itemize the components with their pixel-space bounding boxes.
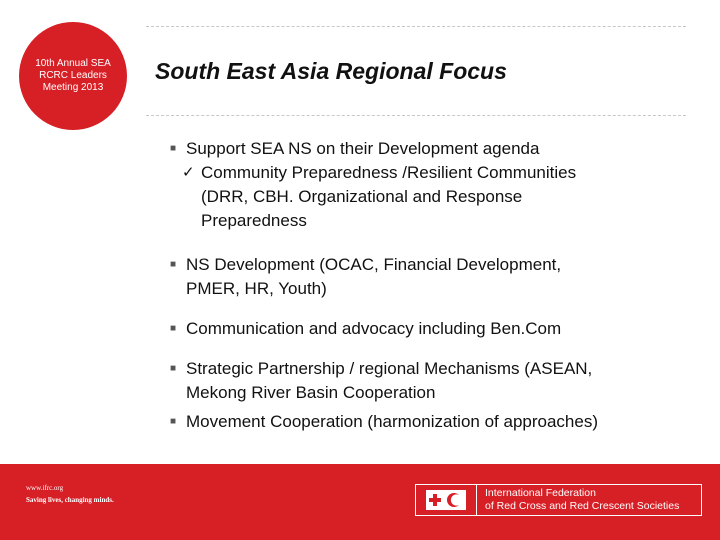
bullet-text: Communication and advocacy including Ben.Com — [186, 319, 562, 338]
sub-bullet-item — [168, 161, 698, 233]
bullet-item — [168, 317, 698, 341]
bullet-text: Support SEA NS on their Development agenda — [186, 139, 540, 158]
bullet-item — [168, 357, 698, 405]
square-bullet-icon: ■ — [170, 259, 177, 270]
bullet-line: Strategic Partnership / regional Mechanisms (ASEAN, — [186, 359, 593, 378]
square-bullet-icon: ■ — [170, 416, 177, 427]
bullet-text: Movement Cooperation (harmonization of approaches) — [186, 412, 599, 431]
footer-tagline: Saving lives, changing minds. — [26, 496, 114, 504]
ifrc-logo-line-1: International Federation — [485, 487, 596, 499]
square-bullet-icon: ■ — [170, 143, 177, 154]
red-cross-crescent-icon — [416, 485, 477, 515]
slide-title: South East Asia Regional Focus — [155, 58, 507, 84]
badge-line-3: Meeting 2013 — [42, 82, 104, 93]
sub-bullet-line: Community Preparedness /Resilient Communities — [201, 163, 577, 182]
ifrc-logo-text — [477, 487, 679, 513]
bullet-item — [168, 137, 698, 161]
bullet-line: NS Development (OCAC, Financial Development, — [186, 255, 562, 274]
square-bullet-icon: ■ — [170, 323, 177, 334]
ifrc-logo — [415, 484, 702, 516]
meeting-badge — [19, 22, 127, 130]
top-divider — [146, 26, 686, 27]
ifrc-logo-line-2: of Red Cross and Red Crescent Societies — [485, 500, 680, 512]
badge-line-1: 10th Annual SEA — [35, 58, 111, 69]
footer-url: www.ifrc.org — [26, 484, 64, 492]
sub-bullet-line: (DRR, CBH. Organizational and Response — [201, 187, 523, 206]
bullet-list — [168, 137, 698, 434]
bullet-line: PMER, HR, Youth) — [186, 279, 327, 298]
title-divider — [146, 115, 686, 116]
bullet-item — [168, 253, 698, 301]
badge-line-2: RCRC Leaders — [39, 70, 107, 81]
checkmark-icon: ✓ — [182, 164, 195, 181]
bullet-item — [168, 410, 698, 434]
bullet-line: Mekong River Basin Cooperation — [186, 383, 436, 402]
sub-bullet-line: Preparedness — [201, 211, 307, 230]
square-bullet-icon: ■ — [170, 363, 177, 374]
